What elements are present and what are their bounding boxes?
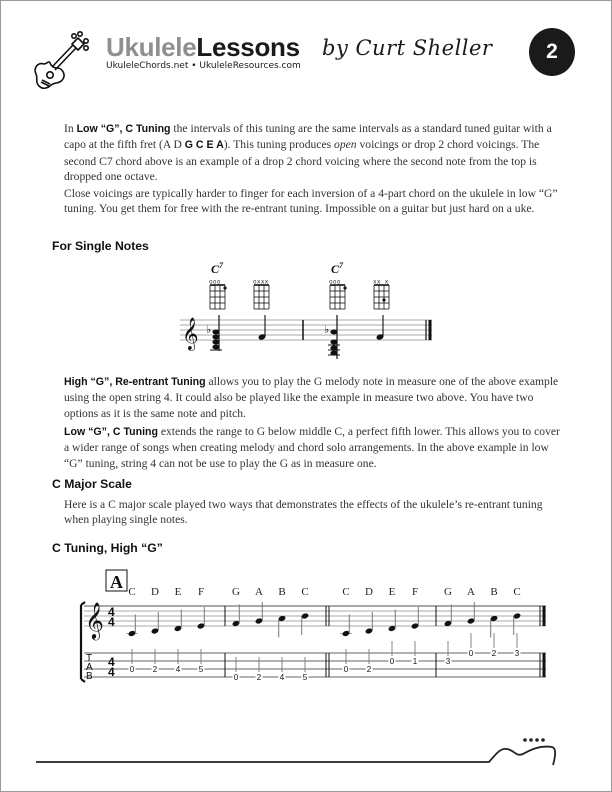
time-sig-bottom: 4 bbox=[108, 615, 115, 629]
tab-label-b: B bbox=[86, 671, 93, 682]
tab-fret-number: 5 bbox=[302, 673, 308, 682]
intro-paragraph-2: Close voicings are typically harder to finger for each inversion of a 4-part chord on the ukulele in low “G” tuning. You get them for free with the re-entrant tuning. Impossible on a guitar but just hard on a uke. bbox=[64, 187, 558, 216]
note-name: G bbox=[232, 586, 240, 598]
brand-lessons: Lessons bbox=[196, 32, 300, 62]
bold-text: Low “G”, C Tuning bbox=[76, 123, 171, 135]
text: allows you to play the G melody note in measure one of the above example using the open string 4. It could also be played like the example in measure two above. You have two options as it is the same note and pitch. bbox=[64, 375, 559, 420]
standard-staff bbox=[84, 606, 546, 626]
heading-c-major-scale: C Major Scale bbox=[52, 477, 132, 491]
tab-fret-number: 3 bbox=[514, 649, 520, 658]
note-name: E bbox=[388, 586, 396, 598]
tab-fret-number: 2 bbox=[491, 649, 497, 658]
tab-time-sig-bottom: 4 bbox=[108, 665, 115, 679]
tab-fret-number: 0 bbox=[389, 657, 395, 666]
finger-dot bbox=[382, 298, 385, 301]
chord-note-2 bbox=[324, 315, 340, 359]
heading-single-notes: For Single Notes bbox=[52, 239, 149, 253]
chord-diagram bbox=[253, 279, 269, 310]
bold-text: G C E A bbox=[184, 139, 224, 152]
italic-text: open bbox=[334, 138, 357, 152]
text: extends the range to G below middle C, a perfect fifth lower. This allows you to cover a wider range of songs when creating melody and chord solo arrangements. In the above example in low “G” tuning, string 4 can not be use to play the G as in measure one. bbox=[64, 425, 560, 470]
text: In bbox=[64, 122, 77, 135]
time-sig-top: 4 bbox=[108, 605, 115, 619]
tab-fret-number: 3 bbox=[445, 657, 451, 666]
note-name: C bbox=[128, 586, 136, 598]
note-name: B bbox=[278, 586, 286, 598]
tab-label-a: A bbox=[86, 662, 93, 673]
tab-fret-number: 5 bbox=[198, 665, 204, 674]
note-name: D bbox=[365, 586, 373, 598]
chord-diagram bbox=[209, 261, 227, 309]
brand-title bbox=[106, 34, 300, 60]
tuner-peg-dot bbox=[535, 738, 539, 742]
author-byline: by Curt Sheller bbox=[322, 36, 493, 60]
note-name: A bbox=[467, 586, 475, 598]
scale-2-note bbox=[467, 586, 475, 658]
low-g-paragraph bbox=[64, 424, 564, 471]
flat-icon: ♭ bbox=[206, 323, 212, 336]
scale-2-note bbox=[513, 586, 521, 658]
bold-text: Low “G”, C Tuning bbox=[64, 426, 158, 438]
treble-clef-icon: 𝄞 bbox=[182, 317, 199, 350]
website-links: UkuleleChords.net • UkuleleResources.com bbox=[106, 61, 301, 71]
note-name: C bbox=[342, 586, 350, 598]
bold-text: High “G”, Re-entrant Tuning bbox=[64, 376, 206, 388]
scale-2-note bbox=[411, 586, 419, 666]
note-name: C bbox=[301, 586, 309, 598]
chord-name: $C^7$ bbox=[211, 261, 224, 276]
scale-2-note bbox=[490, 586, 498, 658]
tab-fret-number: 4 bbox=[279, 673, 285, 682]
note-name: G bbox=[444, 586, 452, 598]
scale-notation-figure bbox=[70, 565, 550, 690]
melody-note-2 bbox=[376, 315, 385, 341]
scale-1-note bbox=[255, 586, 263, 682]
tab-label-t: T bbox=[86, 653, 93, 664]
string-markers: oxxx bbox=[253, 278, 269, 286]
tab-fret-number: 2 bbox=[256, 673, 262, 682]
tab-fret-number: 4 bbox=[175, 665, 181, 674]
string-markers: ooo bbox=[209, 278, 221, 286]
high-g-paragraph bbox=[64, 374, 564, 421]
text: ). This tuning produces bbox=[223, 138, 335, 152]
footer-divider bbox=[0, 720, 612, 770]
rehearsal-mark: A bbox=[110, 572, 123, 592]
treble-clef-icon: 𝄞 bbox=[85, 601, 104, 639]
note-name: C bbox=[513, 586, 521, 598]
chord-name: $C^7$ bbox=[331, 261, 344, 276]
flat-icon: ♭ bbox=[324, 323, 330, 336]
note-name: F bbox=[197, 586, 205, 598]
note-name: A bbox=[255, 586, 263, 598]
page-header bbox=[0, 0, 612, 100]
tab-fret-number: 1 bbox=[412, 657, 418, 666]
tuner-peg-dot bbox=[529, 738, 533, 742]
tab-fret-number: 2 bbox=[152, 665, 158, 674]
chord-notation-figure bbox=[170, 255, 440, 367]
scale-1-note bbox=[278, 586, 286, 682]
intro-paragraph-1 bbox=[64, 121, 564, 185]
tab-time-sig-top: 4 bbox=[108, 655, 115, 669]
text: voicings or drop 2 chord voicings. The second C7 chord above is an example of a drop 2 chord voicing where the second note from the top is dropped one octave. bbox=[64, 138, 540, 184]
chord-diagram bbox=[329, 261, 347, 309]
tuner-peg-dot bbox=[541, 738, 545, 742]
string-markers: xx x bbox=[373, 278, 389, 286]
finger-dot bbox=[223, 286, 226, 289]
brand-ukulele: Ukulele bbox=[106, 32, 197, 62]
tuner-peg-dot bbox=[523, 738, 527, 742]
tab-fret-number: 0 bbox=[233, 673, 239, 682]
tab-fret-number: 0 bbox=[129, 665, 135, 674]
note-name: B bbox=[490, 586, 498, 598]
page-number-badge: 2 bbox=[529, 28, 575, 76]
tab-fret-number: 2 bbox=[366, 665, 372, 674]
note-name: F bbox=[411, 586, 419, 598]
note-name: E bbox=[174, 586, 182, 598]
ukulele-headstock-icon bbox=[36, 747, 555, 765]
scale-1-note bbox=[301, 586, 309, 682]
chord-diagram bbox=[373, 279, 389, 310]
text: the intervals of this tuning are the same intervals as a standard tuned guitar with a capo at the fifth fret (A D bbox=[64, 122, 552, 152]
tab-fret-number: 0 bbox=[468, 649, 474, 658]
tab-fret-number: 0 bbox=[343, 665, 349, 674]
note-name: D bbox=[151, 586, 159, 598]
ukulele-icon bbox=[30, 30, 92, 92]
scale-1-note bbox=[232, 586, 240, 682]
melody-note-1 bbox=[258, 315, 267, 341]
string-markers: ooo bbox=[329, 278, 341, 286]
heading-c-tuning-high-g: C Tuning, High “G” bbox=[52, 541, 163, 555]
finger-dot bbox=[343, 286, 346, 289]
c-major-paragraph: Here is a C major scale played two ways that demonstrates the effects of the ukulele’s re-entrant tuning when playing single notes. bbox=[64, 498, 543, 527]
